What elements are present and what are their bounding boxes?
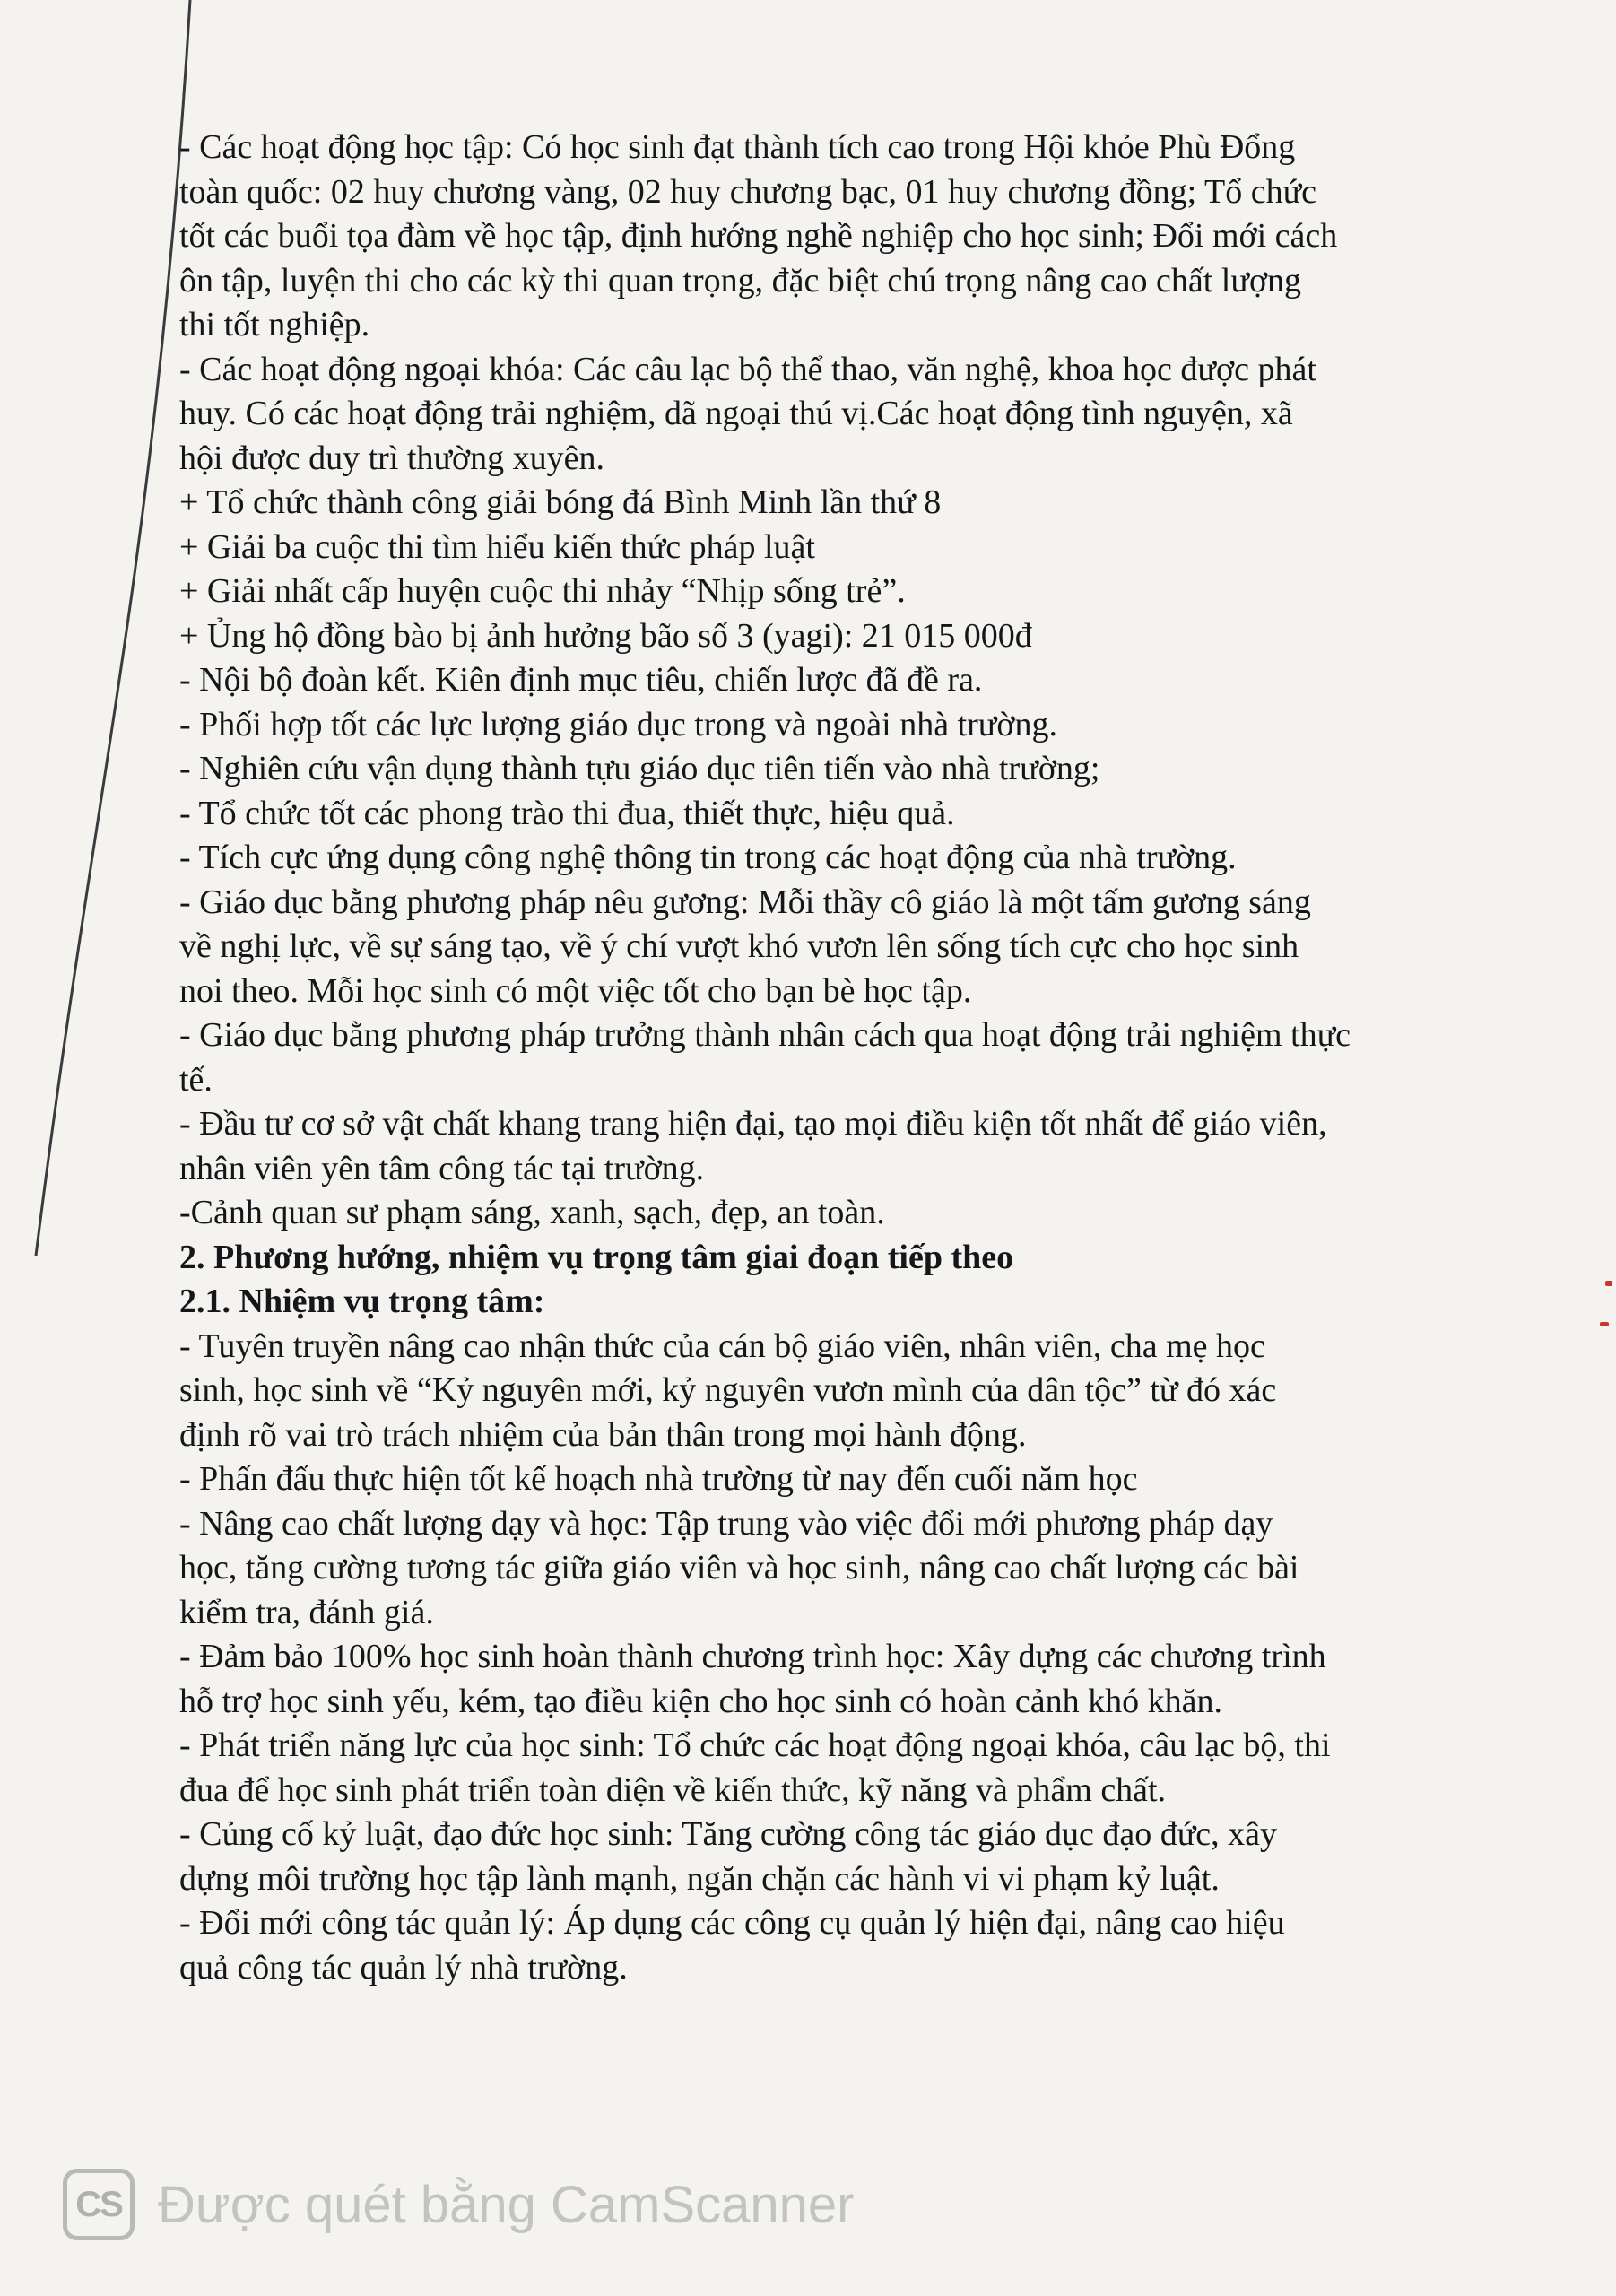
text-line: - Các hoạt động ngoại khóa: Các câu lạc bộ thể thao, văn nghệ, khoa học được phát [179,350,1316,388]
text-line: - Tích cực ứng dụng công nghệ thông tin trong các hoạt động của nhà trường. [179,839,1237,876]
text-line: - Giáo dục bằng phương pháp trưởng thành nhân cách qua hoạt động trải nghiệm thực [179,1016,1351,1054]
text-line: định rõ vai trò trách nhiệm của bản thân trong mọi hành động. [179,1415,1027,1454]
text-line: tế. [179,1060,213,1099]
text-line: - Giáo dục bằng phương pháp nêu gương: Mỗi thầy cô giáo là một tấm gương sáng [179,883,1311,921]
text-line: - Nghiên cứu vận dụng thành tựu giáo dục tiên tiến vào nhà trường; [179,750,1100,787]
text-line: noi theo. Mỗi học sinh có một việc tốt cho bạn bè học tập. [179,971,972,1010]
text-line: - Các hoạt động học tập: Có học sinh đạt thành tích cao trong Hội khỏe Phù Đổng [179,128,1296,166]
text-line: + Tổ chức thành công giải bóng đá Bình Minh lần thứ 8 [179,483,942,521]
text-line: về nghị lực, về sự sáng tạo, về ý chí vượt khó vươn lên sống tích cực cho học sinh [179,927,1299,965]
text-line: - Phấn đấu thực hiện tốt kế hoạch nhà trường từ nay đến cuối năm học [179,1460,1138,1498]
camscanner-watermark [63,2169,855,2240]
text-line: -Cảnh quan sư phạm sáng, xanh, sạch, đẹp, an toàn. [179,1194,885,1231]
text-line: - Tuyên truyền nâng cao nhận thức của cán bộ giáo viên, nhân viên, cha mẹ học [179,1326,1265,1365]
text-line: nhân viên yên tâm công tác tại trường. [179,1149,705,1187]
text-line: học, tăng cường tương tác giữa giáo viên và học sinh, nâng cao chất lượng các bài [179,1549,1299,1587]
text-line: thi tốt nghiệp. [179,306,370,344]
text-line: hỗ trợ học sinh yếu, kém, tạo điều kiện cho học sinh có hoàn cảnh khó khăn. [179,1682,1222,1720]
text-line: đua để học sinh phát triển toàn diện về kiến thức, kỹ năng và phẩm chất. [179,1770,1167,1809]
text-line: + Giải nhất cấp huyện cuộc thi nhảy “Nhịp sống trẻ”. [179,572,906,610]
text-line: - Phát triển năng lực của học sinh: Tổ chức các hoạt động ngoại khóa, câu lạc bộ, thi [179,1726,1331,1764]
text-line: sinh, học sinh về “Kỷ nguyên mới, kỷ nguyên vươn mình của dân tộc” từ đó xác [179,1371,1277,1409]
margin-speck [1600,1322,1609,1326]
text-line: quả công tác quản lý nhà trường. [179,1948,628,1987]
text-line: hội được duy trì thường xuyên. [179,439,604,477]
section-heading-line: 2.1. Nhiệm vụ trọng tâm: [179,1283,545,1320]
text-line: - Nâng cao chất lượng dạy và học: Tập trung vào việc đổi mới phương pháp dạy [179,1504,1273,1543]
text-line: huy. Có các hoạt động trải nghiệm, dã ngoại thú vị.Các hoạt động tình nguyện, xã [179,395,1293,432]
section-heading-line: 2. Phương hướng, nhiệm vụ trọng tâm giai đoạn tiếp theo [179,1238,1014,1276]
text-line: tốt các buổi tọa đàm về học tập, định hướng nghề nghiệp cho học sinh; Đổi mới cách [179,217,1338,255]
watermark-text: Được quét bằng CamScanner [158,2175,855,2234]
text-line: - Đảm bảo 100% học sinh hoàn thành chương trình học: Xây dựng các chương trình [179,1638,1326,1675]
camscanner-logo: CS [63,2169,135,2240]
text-line: - Tổ chức tốt các phong trào thi đua, thiết thực, hiệu quả. [179,794,955,832]
margin-speck [1605,1281,1612,1286]
document-body [179,126,1507,1990]
text-line: - Củng cố kỷ luật, đạo đức học sinh: Tăng cường công tác giáo dục đạo đức, xây [179,1815,1278,1853]
text-line: + Giải ba cuộc thi tìm hiểu kiến thức pháp luật [179,527,815,566]
text-line: dựng môi trường học tập lành mạnh, ngăn chặn các hành vi vi phạm kỷ luật. [179,1859,1220,1898]
text-line: ôn tập, luyện thi cho các kỳ thi quan trọng, đặc biệt chú trọng nâng cao chất lượng [179,261,1302,300]
text-line: + Ủng hộ đồng bào bị ảnh hưởng bão số 3 (yagi): 21 015 000đ [179,616,1032,655]
text-line: - Đổi mới công tác quản lý: Áp dụng các công cụ quản lý hiện đại, nâng cao hiệu [179,1904,1285,1942]
text-line: - Nội bộ đoàn kết. Kiên định mục tiêu, chiến lược đã đề ra. [179,661,983,699]
text-line: toàn quốc: 02 huy chương vàng, 02 huy chương bạc, 01 huy chương đồng; Tổ chức [179,172,1317,211]
text-line: - Phối hợp tốt các lực lượng giáo dục trong và ngoài nhà trường. [179,705,1057,744]
text-line: kiểm tra, đánh giá. [179,1593,434,1631]
text-line: - Đầu tư cơ sở vật chất khang trang hiện đại, tạo mọi điều kiện tốt nhất để giáo viên, [179,1105,1327,1143]
